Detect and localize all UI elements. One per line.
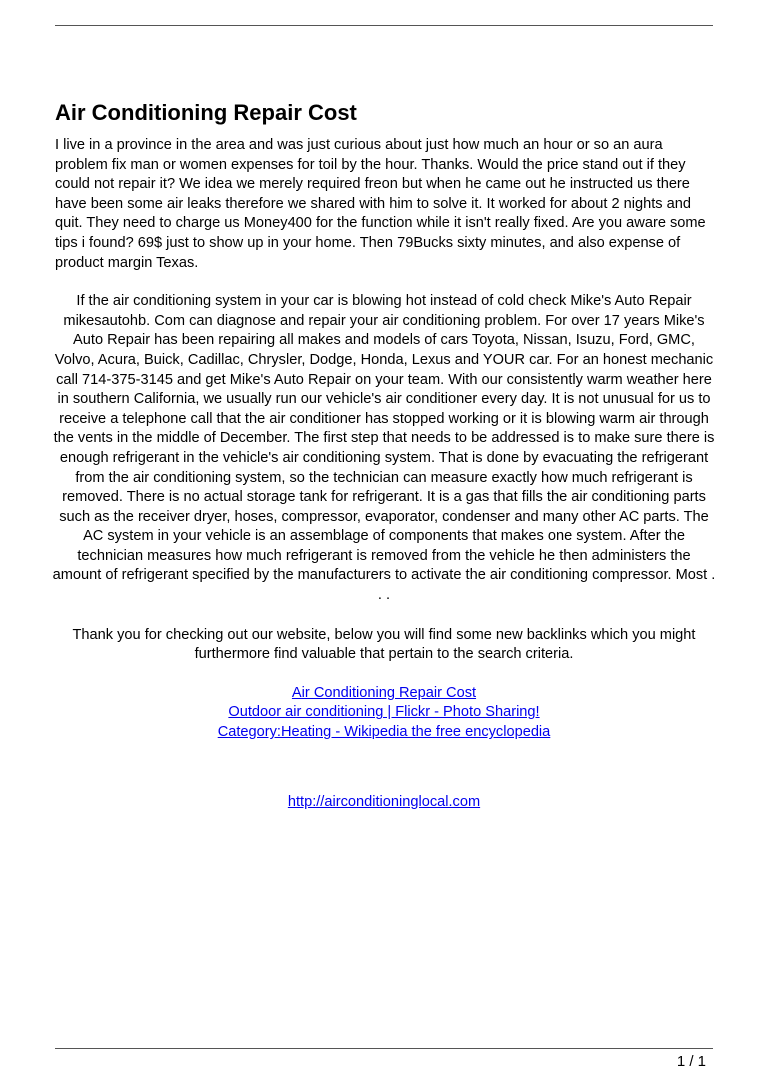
- document-title: Air Conditioning Repair Cost: [55, 100, 357, 125]
- main-paragraph: If the air conditioning system in your car is blowing hot instead of cold check Mike's Auto Repair mikesautohb. Com can diagnose and repair your air conditioning problem. For over 17 years Mike's Auto Repair has been repairing all makes and models of cars Toyota, Nissan, Isuzu, Ford, GMC, Volvo, Acura, Buick, Cadillac, Chrysler, Dodge, Honda, Lexus and YOUR car. For an honest mechanic call 714-375-3145 and get Mike's Auto Repair on your team. With our consistently warm weather here in southern California, we usually run our vehicle's air conditioner every day. It is not unusual for us to receive a telephone call that the air conditioner has stopped working or it is blowing warm air through the vents in the middle of December. The first step that needs to be addressed is to make sure there is enough refrigerant in the vehicle's air conditioning system. That is done by evacuating the refrigerant from the air conditioning system, so the technician can measure exactly how much refrigerant is removed. There is no actual storage tank for refrigerant. It is a gas that fills the air conditioning parts such as the receiver dryer, hoses, compressor, evaporator, condenser and many other AC parts. The AC system in your vehicle is an assemblage of components that makes one system. After the technician measures how much refrigerant is removed from the vehicle he then administers the amount of refrigerant specified by the manufacturers to activate the air conditioning compressor. Most . . .: [52, 293, 716, 604]
- document-body: [52, 99, 716, 812]
- list-item: [52, 684, 716, 704]
- page-number: 1 / 1: [676, 1053, 706, 1070]
- intro-paragraph: I live in a province in the area and was just curious about just how much an hour or so an aura problem fix man or women expenses for toil by the hour. Thanks. Would the price stand out if they could not repair it? We idea we merely required freon but when he came out he instructed us there have been some air leaks therefore we shared with him to solve it. It worked for about 2 nights and quit. They need to charge us Money400 for the function while it isn't really fixed. Are you aware some tips i found? 69$ just to show up in your home. Then 79Bucks sixty minutes, and also expense of product margin Texas.: [55, 137, 706, 271]
- link-air-conditioning-repair-cost[interactable]: Air Conditioning Repair Cost: [291, 684, 477, 701]
- list-item: [52, 723, 716, 743]
- header-rule: [55, 25, 713, 26]
- link-category-heating-wikipedia[interactable]: Category:Heating - Wikipedia the free encyclopedia: [217, 724, 551, 741]
- site-link-container: [52, 793, 716, 813]
- backlinks-list: [52, 684, 716, 743]
- site-link[interactable]: http://airconditioninglocal.com: [287, 793, 481, 810]
- thanks-paragraph: Thank you for checking out our website, below you will find some new backlinks which you might furthermore find valuable that pertain to the search criteria.: [72, 626, 696, 663]
- list-item: [52, 703, 716, 723]
- footer-rule: [55, 1048, 713, 1049]
- link-outdoor-air-conditioning-flickr[interactable]: Outdoor air conditioning | Flickr - Photo Sharing!: [228, 704, 540, 721]
